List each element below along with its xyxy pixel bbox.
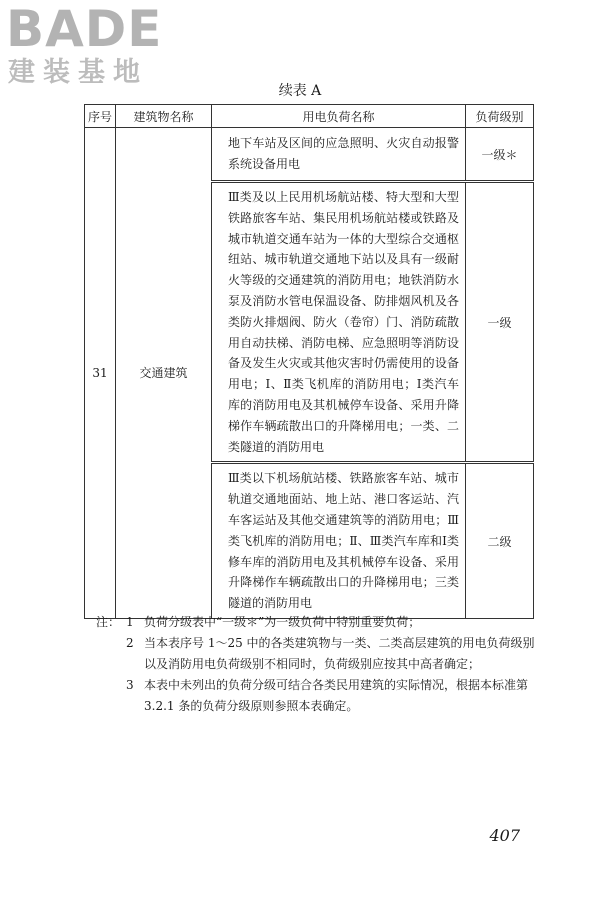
header-load-name: 用电负荷名称: [212, 105, 466, 128]
note-item: [96, 612, 536, 633]
page-number: 407: [489, 826, 520, 845]
load-name-cell: Ⅲ类及以上民用机场航站楼、特大型和大型铁路旅客车站、集民用机场航站楼或铁路及城市轨道交通车站为一体的大型综合交通枢纽站、城市轨道交通地下站以及具有一级耐火等级的交通建筑的消防用电；地铁消防水泵及消防水管电保温设备、防排烟风机及各类防火排烟阀、防火（卷帘）门、消防疏散用自动扶梯、消防电梯、应急照明等消防设备及发生火灾或其他灾害时仍需使用的设备用电；Ⅰ、Ⅱ类飞机库的消防用电；Ⅰ类汽车库的消防用电及其机械停车设备、采用升降梯作车辆疏散出口的升降梯用电；一类、二类隧道的消防用电: [212, 182, 466, 463]
load-classification-table: [84, 104, 534, 619]
note-text: 负荷分级表中“一级＊”为一级负荷中特别重要负荷；: [144, 615, 421, 629]
load-name-cell: 地下车站及区间的应急照明、火灾自动报警系统设备用电: [212, 128, 466, 182]
bade-logo: [6, 0, 176, 90]
header-seq: 序号: [85, 105, 116, 128]
load-level-cell: 一级: [466, 182, 534, 463]
logo-chinese-name: 建装基地: [8, 57, 148, 88]
note-text: 本表中未列出的负荷分级可结合各类民用建筑的实际情况，根据本标准第 3.2.1 条的负荷分级原则参照本表确定。: [144, 678, 529, 713]
note-item: [96, 633, 536, 675]
table-header-row: [85, 105, 534, 128]
note-text: 当本表序号 1～25 中的各类建筑物与一类、二类高层建筑的用电负荷级别以及消防用电负荷级别不相同时，负荷级别应按其中高者确定；: [144, 636, 535, 671]
notes-label: 注：: [96, 615, 121, 629]
table-notes: [96, 612, 536, 717]
building-cell: 交通建筑: [116, 128, 212, 619]
logo-wordmark: BADE: [6, 0, 163, 58]
note-number: 1: [126, 615, 134, 629]
load-level-cell: 一级＊: [466, 128, 534, 182]
header-load-level: 负荷级别: [466, 105, 534, 128]
note-number: 3: [126, 678, 134, 692]
load-level-cell: 二级: [466, 463, 534, 619]
note-item: [96, 675, 536, 717]
header-building: 建筑物名称: [116, 105, 212, 128]
table-caption: 续表 A: [278, 83, 322, 99]
seq-cell: 31: [85, 128, 116, 619]
note-number: 2: [126, 636, 134, 650]
table-row: [85, 128, 534, 182]
load-name-cell: Ⅲ类以下机场航站楼、铁路旅客车站、城市轨道交通地面站、地上站、港口客运站、汽车客运站及其他交通建筑等的消防用电；Ⅲ类飞机库的消防用电；Ⅱ、Ⅲ类汽车库和Ⅰ类修车库的消防用电及其机械停车设备、采用升降梯作车辆疏散出口的升降梯用电；三类隧道的消防用电: [212, 463, 466, 619]
